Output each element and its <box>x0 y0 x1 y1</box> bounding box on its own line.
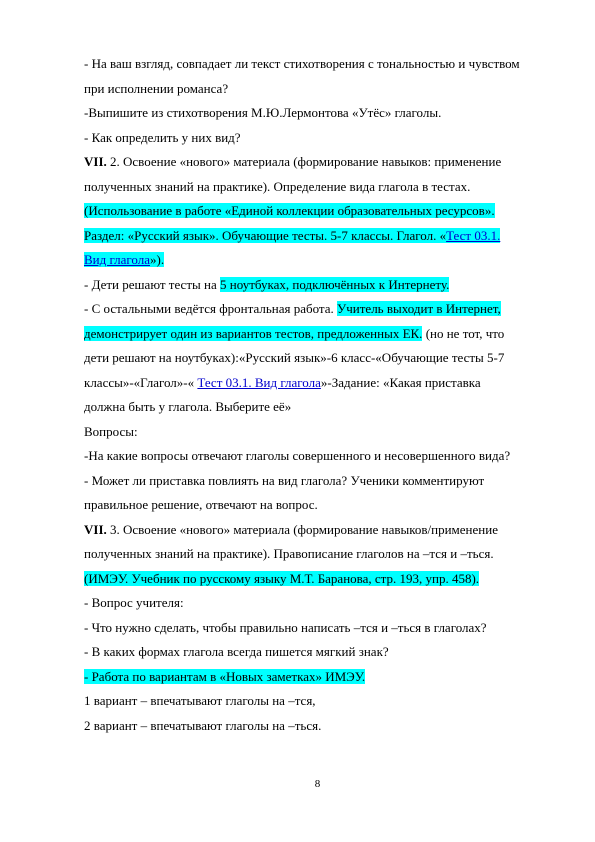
highlighted-text <box>84 252 164 267</box>
highlighted-text: - Работа по вариантам в «Новых заметках» ИМЭУ. <box>84 668 366 684</box>
highlighted-segment: »). <box>150 252 165 267</box>
text-line: - Вопрос учителя: <box>84 595 184 610</box>
test-link[interactable]: Тест 03.1. Вид глагола <box>197 374 321 390</box>
text-line: Вопросы: <box>84 423 138 439</box>
highlighted-text: 5 ноутбуках, подключённых к Интернету. <box>219 276 450 292</box>
highlighted-segment: Раздел: «Русский язык». Обучающие тесты. 5-7 классы. Глагол. « <box>84 227 447 243</box>
highlighted-text: (Использование в работе «Единой коллекции образовательных ресурсов». <box>84 203 495 218</box>
section-number: VII. <box>84 154 107 169</box>
text-line: 2 вариант – впечатывают глаголы на –ться. <box>84 717 322 733</box>
section-heading-text: 2. Освоение «нового» материала (формирование навыков: применение <box>106 154 502 169</box>
highlighted-text: Учитель выходит в Интернет, <box>337 301 501 316</box>
text-line: правильное решение, отвечают на вопрос. <box>84 497 318 512</box>
test-link[interactable]: Тест 03.1. <box>446 227 501 243</box>
text-line <box>84 371 546 396</box>
section-heading-line <box>84 150 546 175</box>
text-line: должна быть у глагола. Выберите её» <box>84 399 292 414</box>
text-segment: (но не тот, что <box>422 325 505 341</box>
text-line: -На какие вопросы отвечают глаголы совершенного и несовершенного вида? <box>84 448 511 463</box>
highlighted-text: демонстрирует один из вариантов тестов, предложенных ЕК. <box>84 325 423 341</box>
text-line <box>84 665 546 690</box>
test-link-continued[interactable]: Вид глагола <box>84 252 151 267</box>
text-line: полученных знаний на практике). Определение вида глагола в тестах. <box>84 178 471 194</box>
text-line <box>84 322 546 347</box>
section-heading-line <box>84 518 546 543</box>
text-line <box>84 224 546 249</box>
text-line: 1 вариант – впечатывают глаголы на –тся, <box>84 693 316 708</box>
text-segment: классы»-«Глагол»-« <box>84 374 198 390</box>
text-line: - Может ли приставка повлиять на вид глагола? Ученики комментируют <box>84 472 485 488</box>
document-body <box>84 52 546 738</box>
text-line: -Выпишите из стихотворения М.Ю.Лермонтова «Утёс» глаголы. <box>84 105 442 120</box>
text-line: при исполнении романса? <box>84 80 229 96</box>
text-line: - В каких формах глагола всегда пишется мягкий знак? <box>84 644 389 659</box>
text-segment: - С остальными ведётся фронтальная работа. <box>84 301 338 316</box>
section-heading-text: 3. Освоение «нового» материала (формирование навыков/применение <box>106 521 498 537</box>
text-line: - Как определить у них вид? <box>84 129 241 145</box>
highlighted-text <box>84 228 500 243</box>
text-segment: - Дети решают тесты на <box>84 276 220 292</box>
text-line: - Что нужно сделать, чтобы правильно написать –тся и –ться в глаголах? <box>84 619 487 635</box>
text-line <box>84 567 546 592</box>
text-segment: »-Задание: «Какая приставка <box>320 374 481 390</box>
highlighted-text: (ИМЭУ. Учебник по русскому языку М.Т. Баранова, стр. 193, упр. 458). <box>84 570 480 586</box>
text-line: дети решают на ноутбуках):«Русский язык»-6 класс-«Обучающие тесты 5-7 <box>84 350 505 365</box>
text-line <box>84 199 546 224</box>
text-line <box>84 273 546 298</box>
text-line: полученных знаний на практике). Правописание глаголов на –тся и –ться. <box>84 546 494 561</box>
text-line <box>84 297 546 322</box>
page-number: 8 <box>314 778 321 790</box>
text-line <box>84 248 546 273</box>
text-line: - На ваш взгляд, совпадает ли текст стихотворения с тональностью и чувством <box>84 56 520 71</box>
section-number: VII. <box>84 521 107 537</box>
